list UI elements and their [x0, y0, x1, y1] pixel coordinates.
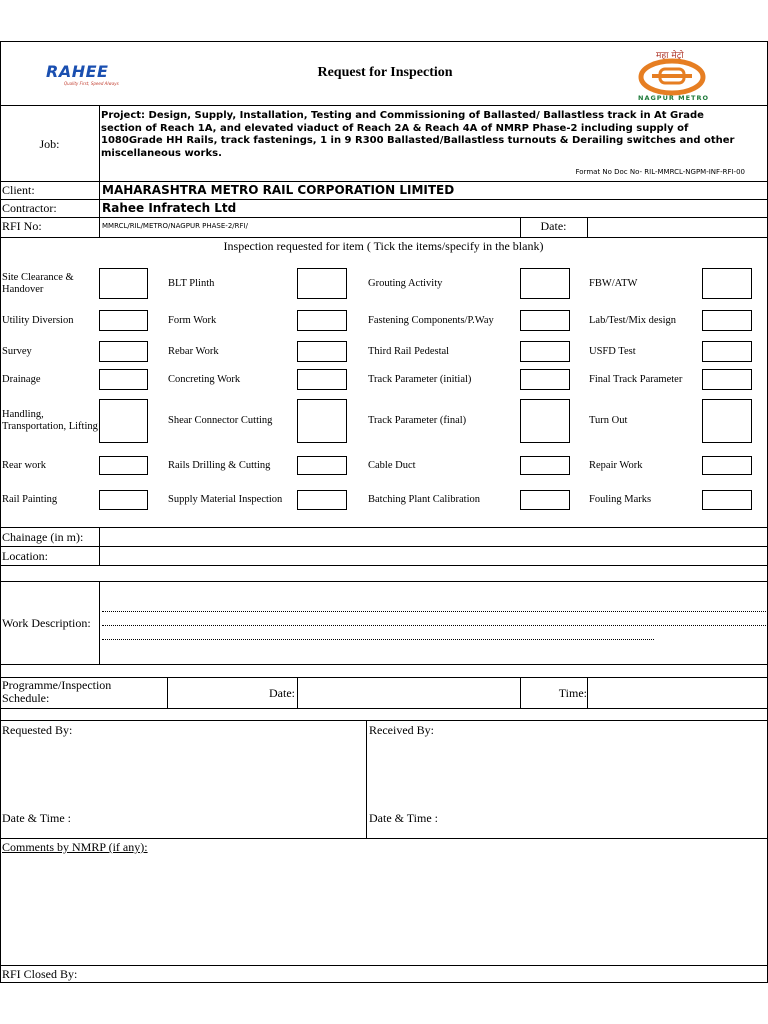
item-checkbox[interactable]	[297, 310, 347, 331]
rfi-number-label: RFI No:	[2, 219, 42, 233]
item-label: Cable Duct	[368, 459, 416, 471]
comments-field[interactable]	[1, 856, 767, 964]
item-label: Turn Out	[589, 415, 628, 426]
work-description-label: Work Description:	[2, 616, 91, 630]
item-checkbox[interactable]	[520, 310, 570, 331]
item-checkbox[interactable]	[99, 456, 148, 475]
item-checkbox[interactable]	[99, 369, 148, 390]
item-checkbox[interactable]	[99, 310, 148, 331]
client-label: Client:	[2, 183, 35, 197]
item-label: Final Track Parameter	[589, 373, 683, 385]
item-checkbox[interactable]	[99, 490, 148, 510]
client-value: MAHARASHTRA METRO RAIL CORPORATION LIMITED	[102, 183, 455, 197]
work-description-line-2[interactable]	[102, 625, 766, 626]
rfi-closed-by-label: RFI Closed By:	[2, 967, 78, 981]
metro-logo-hindi: महा मेट्रो	[656, 51, 684, 61]
item-label: BLT Plinth	[168, 277, 215, 289]
schedule-time-field[interactable]	[588, 678, 766, 708]
item-checkbox[interactable]	[297, 268, 347, 299]
schedule-label: Programme/Inspection Schedule:	[2, 678, 112, 705]
work-description-line-3[interactable]	[102, 639, 654, 640]
requested-by-datetime-label: Date & Time :	[2, 811, 72, 825]
contractor-label: Contractor:	[2, 201, 57, 215]
item-label: Grouting Activity	[368, 277, 443, 289]
received-by-datetime-label: Date & Time :	[369, 811, 439, 825]
item-label: Rear work	[2, 459, 47, 471]
item-label: Third Rail Pedestal	[368, 345, 450, 357]
item-checkbox[interactable]	[520, 456, 570, 475]
item-checkbox[interactable]	[520, 369, 570, 390]
page-title: Request for Inspection	[317, 65, 453, 80]
item-checkbox[interactable]	[702, 341, 752, 362]
item-label: Rebar Work	[168, 345, 219, 357]
item-checkbox[interactable]	[297, 456, 347, 475]
item-label: Rails Drilling & Cutting	[168, 459, 271, 471]
item-checkbox[interactable]	[99, 399, 148, 443]
item-label: Site Clearance & Handover	[2, 271, 74, 295]
metro-emblem-icon	[634, 58, 746, 98]
item-checkbox[interactable]	[297, 341, 347, 362]
requested-by-label: Requested By:	[2, 723, 73, 737]
item-label: Handling, Transportation, Lifting	[2, 409, 98, 432]
project-description: Project: Design, Supply, Installation, Testing and Commissioning of Ballasted/ Ballastless track in At Grade section of Reach 1A, and elevated viaduct of Reach 2A & Reach 4A of NMRP Phase-2 including supply of 1080Grade HH Rails, track fastenings, 1 in 9 R300 Ballasted/Ballastless turnouts & Derailing switches and other miscellaneous works.	[101, 110, 735, 159]
item-checkbox[interactable]	[297, 490, 347, 510]
schedule-date-field[interactable]	[298, 678, 520, 708]
item-checkbox[interactable]	[702, 369, 752, 390]
item-label: FBW/ATW	[589, 277, 638, 289]
item-checkbox[interactable]	[99, 268, 148, 299]
item-label: Shear Connector Cutting	[168, 415, 273, 426]
schedule-time-label: Time:	[558, 686, 587, 700]
rahee-logo-text: RAHEE	[46, 62, 109, 81]
rfi-date-label: Date:	[540, 219, 567, 233]
chainage-label: Chainage (in m):	[2, 530, 84, 544]
nagpur-metro-logo	[634, 48, 746, 104]
item-checkbox[interactable]	[702, 456, 752, 475]
work-description-line-1[interactable]	[102, 611, 766, 612]
item-label: Fastening Components/P.Way	[368, 314, 494, 326]
item-label: Concreting Work	[168, 373, 241, 385]
chainage-field[interactable]	[100, 528, 766, 546]
job-label: Job:	[39, 137, 60, 151]
inspection-header: Inspection requested for item ( Tick the items/specify in the blank)	[223, 239, 544, 253]
item-label: Track Parameter (final)	[368, 415, 467, 426]
item-checkbox[interactable]	[99, 341, 148, 362]
schedule-date-label: Date:	[269, 686, 295, 700]
format-number: Format No Doc No- RIL-MMRCL-NGPM-INF-RFI-00	[575, 168, 745, 176]
item-label: Survey	[2, 345, 32, 357]
item-label: Fouling Marks	[589, 494, 652, 505]
item-label: Repair Work	[589, 459, 643, 471]
item-label: Batching Plant Calibration	[368, 494, 480, 505]
item-label: Track Parameter (initial)	[368, 373, 472, 385]
item-checkbox[interactable]	[702, 399, 752, 443]
item-label: Rail Painting	[2, 494, 58, 505]
item-checkbox[interactable]	[520, 341, 570, 362]
metro-logo-text: NAGPUR METRO	[638, 94, 709, 102]
item-checkbox[interactable]	[520, 268, 570, 299]
item-label: Lab/Test/Mix design	[589, 314, 677, 326]
contractor-value: Rahee Infratech Ltd	[102, 201, 237, 215]
rfi-number-value[interactable]: MMRCL/RIL/METRO/NAGPUR PHASE-2/RFI/	[102, 222, 248, 230]
item-label: Drainage	[2, 373, 41, 385]
item-label: USFD Test	[589, 345, 636, 357]
item-label: Form Work	[168, 314, 217, 326]
item-checkbox[interactable]	[520, 490, 570, 510]
rahee-logo	[42, 62, 126, 92]
item-checkbox[interactable]	[702, 268, 752, 299]
location-field[interactable]	[100, 547, 766, 565]
comments-label: Comments by NMRP (if any):	[2, 840, 148, 854]
item-checkbox[interactable]	[297, 399, 347, 443]
item-label: Utility Diversion	[2, 314, 74, 326]
location-label: Location:	[2, 549, 48, 563]
rahee-logo-tagline: Quality First, Speed Always	[64, 81, 119, 86]
received-by-label: Received By:	[369, 723, 434, 737]
item-checkbox[interactable]	[702, 310, 752, 331]
item-checkbox[interactable]	[702, 490, 752, 510]
item-label: Supply Material Inspection	[168, 494, 283, 505]
rfi-date-field[interactable]	[588, 218, 766, 236]
item-checkbox[interactable]	[297, 369, 347, 390]
item-checkbox[interactable]	[520, 399, 570, 443]
